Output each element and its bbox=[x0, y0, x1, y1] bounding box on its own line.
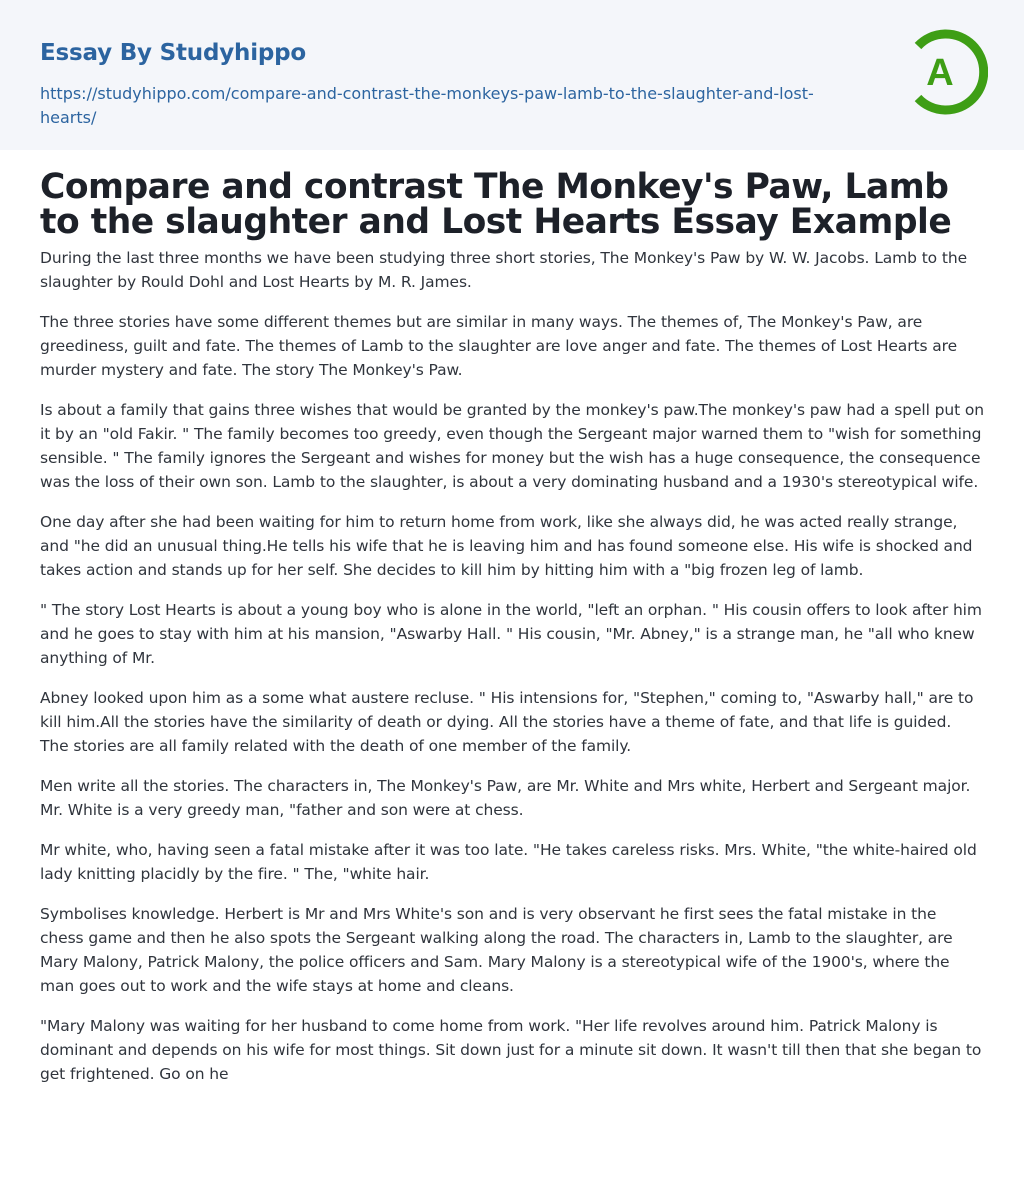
article-paragraph: Symbolises knowledge. Herbert is Mr and Mrs White's son and is very observant he first sees the fatal mistake in the chess game and then he also spots the Sergeant walking along the road. The characters in, Lamb to the slaughter, are Mary Malony, Patrick Malony, the police officers and Sam. Mary Malony is a stereotypical wife of the 1900's, where the man goes out to work and the wife stays at home and cleans. bbox=[40, 905, 953, 995]
article-paragraph: " The story Lost Hearts is about a young boy who is alone in the world, "left an orphan. " His cousin offers to look after him and he goes to stay with him at his mansion, "Aswarby Hall. " His cousin, "Mr. Abney," is a strange man, he "all who knew anything of Mr. bbox=[40, 601, 982, 667]
studyhippo-logo-icon[interactable] bbox=[902, 28, 988, 116]
article-paragraph: One day after she had been waiting for him to return home from work, like she always did, he was acted really strange, and "he did an unusual thing.He tells his wife that he is leaving him and has found someone else. His wife is shocked and takes action and stands up for her self. She decides to kill him by hitting him with a "big frozen leg of lamb. bbox=[40, 513, 973, 579]
article-body bbox=[40, 246, 984, 1086]
article-paragraph: Men write all the stories. The characters in, The Monkey's Paw, are Mr. White and Mrs white, Herbert and Sergeant major. Mr. White is a very greedy man, "father and son were at chess. bbox=[40, 777, 971, 819]
article-title: Compare and contrast The Monkey's Paw, Lamb to the slaughter and Lost Hearts Essay Example bbox=[40, 167, 952, 242]
article-paragraph: "Mary Malony was waiting for her husband to come home from work. "Her life revolves around him. Patrick Malony is dominant and depends on his wife for most things. Sit down just for a minute sit down. It wasn't till then that she began to get frightened. Go on he bbox=[40, 1017, 982, 1083]
site-header bbox=[0, 0, 1024, 150]
site-brand[interactable]: Essay By Studyhippo bbox=[40, 40, 307, 66]
article-paragraph: During the last three months we have been studying three short stories, The Monkey's Paw by W. W. Jacobs. Lamb to the slaughter by Rould Dohl and Lost Hearts by M. R. James. bbox=[40, 249, 968, 291]
article-paragraph: Mr white, who, having seen a fatal mistake after it was too late. "He takes careless risks. Mrs. White, "the white-haired old lady knitting placidly by the fire. " The, "white hair. bbox=[40, 841, 977, 883]
article-paragraph: Abney looked upon him as a some what austere recluse. " His intensions for, "Stephen," coming to, "Aswarby hall," are to kill him.All the stories have the similarity of death or dying. All the stories have a theme of fate, and that life is guided. The stories are all family related with the death of one member of the family. bbox=[40, 689, 974, 755]
article-paragraph: Is about a family that gains three wishes that would be granted by the monkey's paw.The monkey's paw had a spell put on it by an "old Fakir. " The family becomes too greedy, even though the Sergeant major warned them to "wish for something sensible. " The family ignores the Sergeant and wishes for money but the wish has a huge consequence, the consequence was the loss of their own son. Lamb to the slaughter, is about a very dominating husband and a 1930's stereotypical wife. bbox=[40, 401, 985, 491]
page-url-link[interactable]: https://studyhippo.com/compare-and-contrast-the-monkeys-paw-lamb-to-the-slaughter-and-lost-hearts/ bbox=[40, 84, 814, 127]
article-paragraph: The three stories have some different themes but are similar in many ways. The themes of, The Monkey's Paw, are greediness, guilt and fate. The themes of Lamb to the slaughter are love anger and fate. The themes of Lost Hearts are murder mystery and fate. The story The Monkey's Paw. bbox=[40, 313, 958, 379]
logo-letter: A bbox=[926, 52, 954, 94]
article bbox=[40, 167, 985, 1102]
